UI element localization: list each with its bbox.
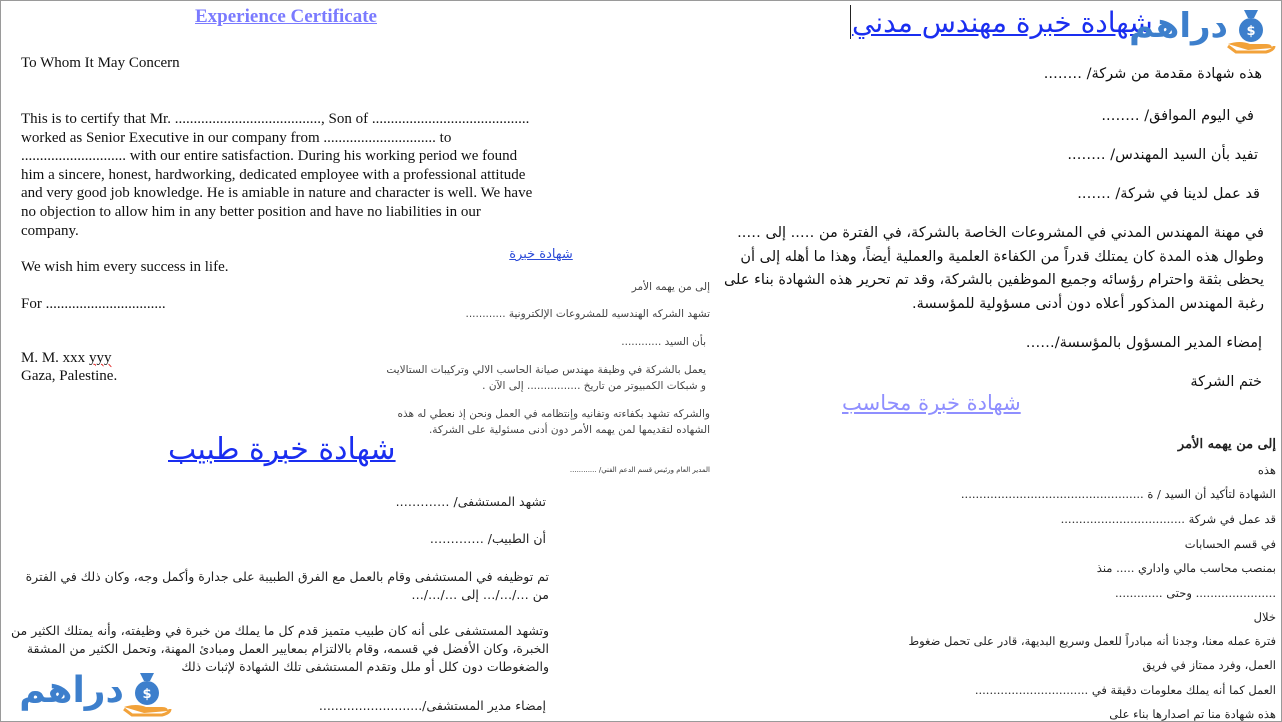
accountant-line: قد عمل في شركة ..................................: [1060, 512, 1276, 526]
accountant-line: هذه شهادة منا تم اصدارها بناء على: [1109, 707, 1276, 721]
money-bag-hand-icon: [122, 668, 172, 718]
brand-logo-text: دراهم: [19, 670, 124, 711]
electronic-company-line: تشهد الشركه الهندسيه للمشروعات الإلكترونية ............: [465, 308, 710, 320]
accountant-line: فترة عمله معنا، وجدنا أنه مبادراً للعمل وسريع البديهة، قادر على تحمل ضغوط: [908, 634, 1276, 648]
electronic-certificate-title: شهادة خبرة: [509, 247, 573, 262]
signature-name: yyy: [88, 350, 112, 366]
doctor-testimony-para: وتشهد المستشفى على أنه كان طبيب متميز قدم كل ما يملك من خبرة في وظيفته، وأنه يمتلك الكثير من الخبرة، وكان الأفضل في قسمه، وقام بالالتزام بمعايير العمل ومبادئ المهنة، وتحمل الكثير من المشقة والضغوطات دون كلل أو ملل وتقدم المستشفى تلك الشهادة لإثبات ذلك: [11, 623, 549, 674]
doctor-name-line: أن الطبيب/ ………….: [429, 531, 546, 546]
signature-prefix: M. M. xxx: [21, 350, 89, 366]
civil-line: قد عمل لدينا في شركة/ …….: [1077, 186, 1260, 202]
money-bag-hand-icon: [1226, 6, 1276, 54]
civil-signature-line: إمضاء المدير المسؤول بالمؤسسة/……: [1025, 335, 1262, 351]
english-body-line: no objection to allow him in any better position and have no liabilities in our: [21, 203, 481, 220]
english-body-line: him a sincere, honest, hardworking, dedicated employee with a professional attitude: [21, 166, 526, 183]
accountant-line: ...................... وحتى .............: [1115, 586, 1276, 600]
svg-text:$: $: [142, 687, 152, 702]
civil-engineer-certificate-title: شهادة خبرة مهندس مدني: [852, 6, 1153, 39]
accountant-certificate-title: شهادة خبرة محاسب: [842, 391, 1021, 415]
electronic-job-para: يعمل بالشركة في وظيفة مهندس صيانة الحاسب الالي وتركيبات الستالايت و شبكات الكمبيوتر من تاريخ ................ إلى الآن .: [386, 364, 706, 392]
electronic-praise-para: والشركه تشهد بكفاءته وتفانيه وإنتظامه في العمل ونحن إذ نعطي له هذه الشهاده لتقديمها لمن يهمه الأمر دون أدنى مسئولية على الشركة.: [397, 408, 710, 436]
english-body: [21, 110, 581, 240]
brand-logo-text: دراهم: [1129, 6, 1228, 46]
civil-line: هذه شهادة مقدمة من شركة/ ……..: [1043, 66, 1262, 82]
brand-logo-bottom: [2, 668, 172, 720]
accountant-to-whom: إلى من يهمه الأمر: [1177, 437, 1276, 452]
accountant-line: في قسم الحسابات: [1184, 537, 1276, 551]
civil-body-para: في مهنة المهندس المدني في المشروعات الخاصة بالشركة، في الفترة من ….. إلى ….. وطوال هذه المدة كان يمتلك قدراً من الكفاءة العلمية والعملية أيضاً، وهذا ما أهله إلى أن يحظى بثقة واحترام رؤسائه وجميع الموظفين بالشركة، وقد تم تحرير هذه الشهادة بناء على رغبة المهندس المذكور أعلاه دون أدنى مسؤولية للمؤسسة.: [723, 225, 1264, 312]
electronic-mr-line: بأن السيد ............: [621, 336, 706, 348]
doctor-signature-line: إمضاء مدير المستشفى/..........................: [318, 698, 546, 713]
accountant-line: العمل، وفرد ممتاز في فريق: [1142, 658, 1276, 672]
english-wish: We wish him every success in life.: [21, 259, 229, 275]
accountant-line: الشهادة لتأكيد أن السيد / ة ..................................................: [960, 487, 1276, 501]
english-for-line: For ................................: [21, 296, 166, 312]
english-body-line: This is to certify that Mr. ......................................., Son of ..........................................: [21, 111, 530, 127]
electronic-manager-line: المدير العام ورئيس قسم الدعم الفني/ ............: [569, 466, 710, 474]
doctor-employment-para: تم توظيفه في المستشفى وقام بالعمل مع الفرق الطبيبة على جدارة وأكمل وجه، وكان ذلك في الفترة من …/…/… إلى …/…/…: [25, 569, 549, 602]
accountant-line: العمل كما أنه يملك معلومات دقيقة في ...............................: [974, 683, 1276, 697]
electronic-to-whom: إلى من يهمه الأمر: [631, 281, 710, 293]
accountant-line: بمنصب محاسب مالي واداري ..... منذ: [1096, 561, 1276, 575]
civil-stamp-line: ختم الشركة: [1190, 374, 1262, 390]
english-body-line: worked as Senior Executive in our company from .............................. to: [21, 129, 452, 146]
english-body-line: ............................ with our entire satisfaction. During his working period we found: [21, 148, 518, 165]
english-location: Gaza, Palestine.: [21, 368, 118, 384]
english-body-line: and very good job knowledge. He is amiable in nature and character is well. We have: [21, 185, 533, 202]
doctor-certificate-title: شهادة خبرة طبيب: [168, 432, 396, 467]
text-cursor: [850, 5, 851, 39]
brand-logo-top: [1112, 4, 1280, 54]
accountant-line: هذه: [1257, 463, 1276, 477]
english-salutation: To Whom It May Concern: [21, 55, 180, 71]
civil-line: في اليوم الموافق/ ……..: [1101, 108, 1254, 124]
english-body-line: company.: [21, 222, 79, 239]
accountant-line: خلال: [1253, 610, 1276, 624]
english-certificate-title: Experience Certificate: [195, 6, 377, 27]
svg-text:$: $: [1246, 24, 1256, 39]
civil-line: تفيد بأن السيد المهندس/ ……..: [1067, 147, 1258, 163]
doctor-hospital-line: تشهد المستشفى/ ………….: [395, 494, 546, 509]
